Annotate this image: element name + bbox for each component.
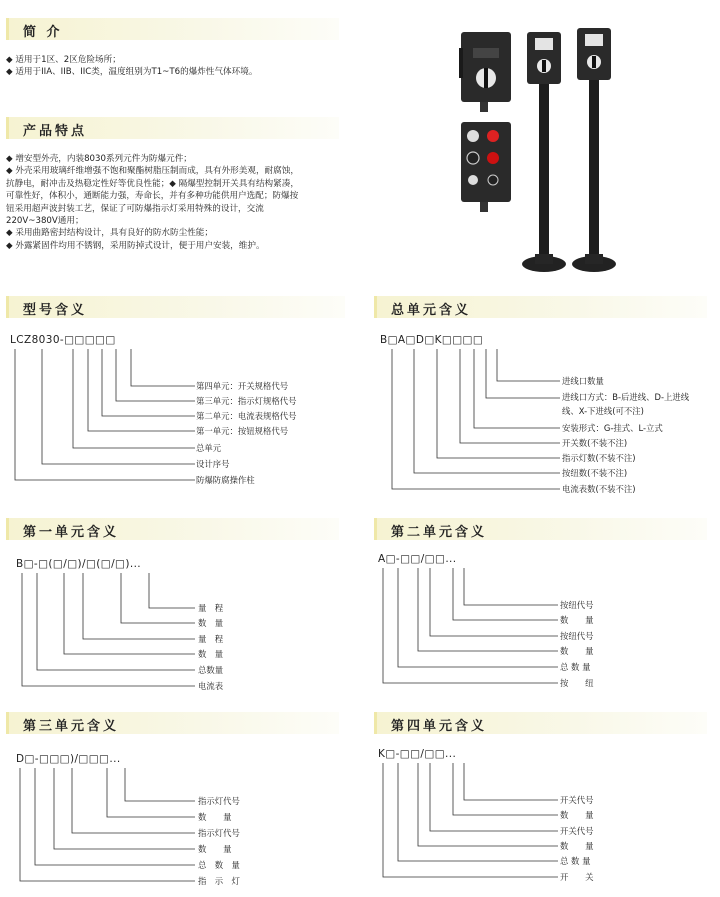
total-label: 安装形式：G-挂式、L-立式 [562, 423, 663, 433]
total-label: 指示灯数(不装不注) [562, 453, 636, 463]
unit3-label: 数 量 [198, 812, 232, 822]
unit2-label: 数 量 [560, 646, 594, 656]
unit4-label: 数 量 [560, 810, 594, 820]
model-label: 第三单元：指示灯规格代号 [196, 396, 297, 406]
unit1-label: 数 量 [198, 618, 224, 628]
feature-line: 可靠性好，体积小，通断能力强，寿命长，并有多种功能供用户选配；防爆按 [6, 191, 299, 202]
feature-line: ◆ 外露紧固件均用不锈钢，采用防掉式设计，便于用户安装，维护。 [6, 240, 265, 251]
unit3-code: D□-□□□)/□□□... [16, 753, 121, 765]
section-title: 简 介 [23, 25, 63, 40]
intro-line: ◆ 适用于1区、2区危险场所； [6, 55, 121, 65]
unit1-label: 量 程 [198, 603, 224, 613]
section-title: 总单元含义 [391, 303, 472, 318]
feature-line: ◆ 采用曲路密封结构设计，具有良好的防水防尘性能； [6, 228, 213, 239]
section-title: 第二单元含义 [391, 525, 488, 540]
feature-line: ◆ 外壳采用玻璃纤维增强不饱和聚酯树脂压制而成，具有外形美观，耐腐蚀， [6, 166, 299, 177]
unit3-label: 指 示 灯 [198, 876, 240, 886]
unit3-label: 总 数 量 [198, 860, 240, 870]
total-label: 线、X-下进线(可不注) [562, 406, 644, 416]
model-label: 第一单元：按钮规格代号 [196, 426, 289, 436]
unit4-label: 数 量 [560, 841, 594, 851]
model-label: 第二单元：电流表规格代号 [196, 411, 297, 421]
unit2-label: 按纽代号 [560, 600, 594, 610]
total-label: 电流表数(不装不注) [562, 484, 636, 494]
feature-line: 220V~380V通用； [6, 216, 84, 227]
unit2-label: 总 数 量 [560, 662, 591, 672]
model-code: LCZ8030-□□□□□ [10, 334, 116, 346]
unit4-code: K□-□□/□□... [378, 748, 457, 760]
section-title: 第一单元含义 [23, 525, 120, 540]
unit4-label: 开关代号 [560, 826, 594, 836]
unit4-label: 开关代号 [560, 795, 594, 805]
total-label: 按纽数(不装不注) [562, 468, 628, 478]
feature-line: ◆ 增安型外壳，内装8030系列元件为防爆元件； [6, 154, 192, 164]
unit3-label: 数 量 [198, 844, 232, 854]
model-label: 第四单元：开关规格代号 [196, 381, 289, 391]
model-label: 设计序号 [196, 459, 230, 469]
unit1-code: B□-□(□/□)/□(□/□)... [16, 558, 142, 570]
feature-line: 钮采用超声波封装工艺，保证了可防爆指示灯采用特殊的设计，交流 [6, 203, 264, 214]
unit3-label: 指示灯代号 [198, 796, 240, 806]
model-label: 总单元 [196, 443, 222, 453]
section-title: 第三单元含义 [23, 719, 120, 734]
unit1-label: 电流表 [198, 681, 224, 691]
total-code: B□A□D□K□□□□ [380, 334, 484, 346]
total-label: 进线口数量 [562, 376, 604, 386]
section-title: 产品特点 [23, 124, 88, 139]
section-title: 第四单元含义 [391, 719, 488, 734]
unit1-label: 量 程 [198, 634, 224, 644]
unit4-label: 开 关 [560, 872, 594, 882]
unit2-code: A□-□□/□□... [378, 553, 457, 565]
unit1-label: 数 量 [198, 649, 224, 659]
model-label: 防爆防腐操作柱 [196, 475, 255, 485]
unit3-label: 指示灯代号 [198, 828, 240, 838]
intro-line: ◆ 适用于IIA、IIB、IIC类，温度组别为T1~T6的爆炸性气体环境。 [6, 67, 258, 78]
total-label: 开关数(不装不注) [562, 438, 628, 448]
unit2-label: 按纽代号 [560, 631, 594, 641]
feature-line: 抗静电，耐冲击及热稳定性好等优良性能；◆ 隔爆型控制开关具有结构紧凑， [6, 178, 299, 189]
unit2-label: 数 量 [560, 615, 594, 625]
unit4-label: 总 数 量 [560, 856, 591, 866]
section-title: 型号含义 [23, 303, 88, 318]
unit2-label: 按 纽 [560, 678, 594, 688]
unit1-label: 总数量 [198, 665, 224, 675]
total-label: 进线口方式：B-后进线、D-上进线 [562, 392, 690, 402]
